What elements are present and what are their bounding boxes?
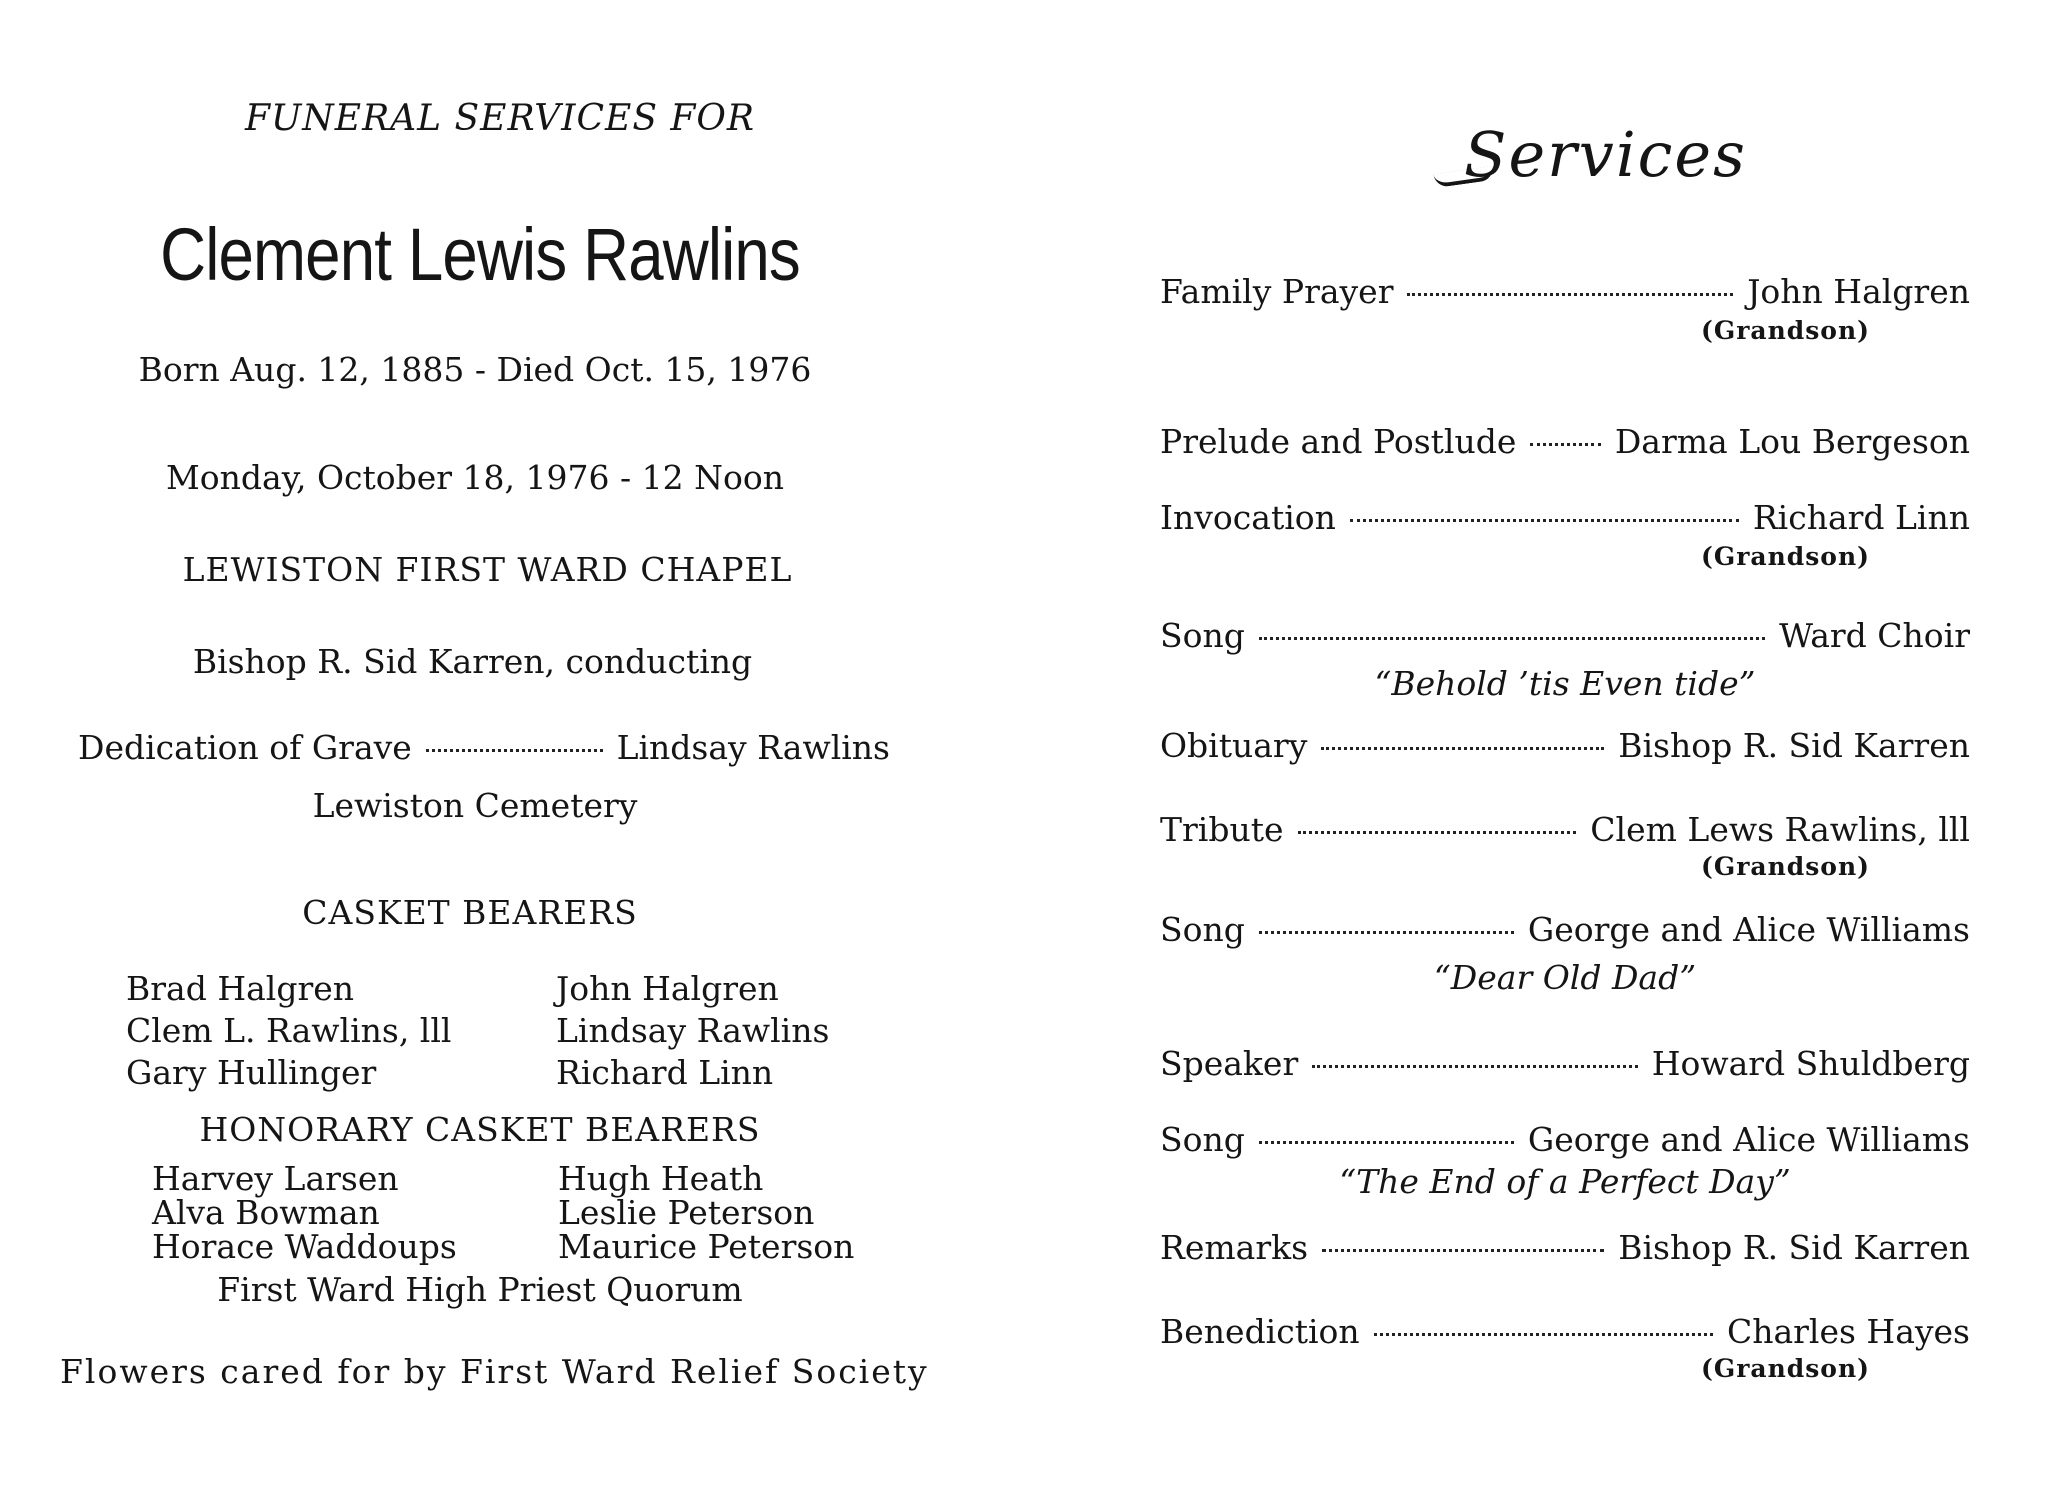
honorary-bearer-name: Hugh Heath [558, 1159, 764, 1198]
service-label: Family Prayer [1160, 272, 1394, 311]
bearer-name: John Halgren [556, 969, 779, 1008]
dot-leader [1259, 931, 1514, 934]
dedication-label: Dedication of Grave [78, 728, 412, 767]
service-item-song-1 [1160, 616, 1970, 655]
relation-note: (Grandson) [1701, 852, 1870, 881]
service-label: Obituary [1160, 726, 1308, 765]
service-time: Monday, October 18, 1976 - 12 Noon [166, 458, 784, 497]
dedication-row [78, 728, 890, 767]
service-person: Bishop R. Sid Karren [1618, 726, 1970, 765]
service-person: George and Alice Williams [1527, 910, 1970, 949]
dot-leader [1530, 443, 1600, 446]
honorary-bearers-col2 [558, 1159, 855, 1266]
location: LEWISTON FIRST WARD CHAPEL [182, 550, 793, 589]
dot-leader [1321, 747, 1604, 750]
casket-bearers-col1 [126, 968, 451, 1094]
service-person: Bishop R. Sid Karren [1618, 1228, 1970, 1267]
service-person: John Halgren [1747, 272, 1970, 311]
dot-leader [1298, 831, 1577, 834]
service-item-family-prayer [1160, 272, 1970, 311]
deceased-name: Clement Lewis Rawlins [160, 213, 800, 296]
service-person: Charles Hayes [1726, 1312, 1970, 1351]
casket-bearers-col2 [556, 968, 829, 1094]
service-label: Speaker [1160, 1044, 1299, 1083]
heading: FUNERAL SERVICES FOR [244, 98, 756, 139]
flowers-note: Flowers cared for by First Ward Relief Society [60, 1352, 929, 1391]
left-page [0, 0, 1000, 1509]
service-person: Howard Shuldberg [1651, 1044, 1970, 1083]
service-label: Song [1160, 910, 1245, 949]
bearer-name: Lindsay Rawlins [556, 1011, 830, 1050]
bearer-name: Richard Linn [556, 1053, 774, 1092]
service-item-song-2 [1160, 910, 1970, 949]
dot-leader [1259, 637, 1765, 640]
quorum: First Ward High Priest Quorum [217, 1270, 743, 1309]
song-title: “The End of a Perfect Day” [1339, 1162, 1791, 1201]
honorary-bearer-name: Maurice Peterson [558, 1227, 855, 1266]
dot-leader [426, 749, 603, 752]
service-label: Song [1160, 616, 1245, 655]
dot-leader [1322, 1249, 1604, 1252]
service-person: Richard Linn [1752, 498, 1970, 537]
honorary-bearer-name: Horace Waddoups [152, 1227, 457, 1266]
service-person: Ward Choir [1779, 616, 1970, 655]
service-label: Prelude and Postlude [1160, 422, 1517, 461]
service-item-prelude [1160, 422, 1970, 461]
dot-leader [1407, 293, 1733, 296]
song-title: “Dear Old Dad” [1433, 958, 1697, 997]
service-item-speaker [1160, 1044, 1970, 1083]
conducting: Bishop R. Sid Karren, conducting [192, 642, 753, 681]
casket-bearers-title: CASKET BEARERS [302, 893, 638, 932]
service-person: Clem Lews Rawlins, lll [1590, 810, 1970, 849]
service-label: Invocation [1160, 498, 1336, 537]
service-label: Benediction [1160, 1312, 1360, 1351]
honorary-bearer-name: Leslie Peterson [558, 1193, 815, 1232]
services-title: Services [1464, 118, 1747, 191]
service-label: Tribute [1160, 810, 1284, 849]
service-person: Darma Lou Bergeson [1614, 422, 1970, 461]
dot-leader [1374, 1333, 1713, 1336]
life-dates: Born Aug. 12, 1885 - Died Oct. 15, 1976 [138, 350, 812, 389]
honorary-bearer-name: Alva Bowman [152, 1193, 380, 1232]
dot-leader [1350, 519, 1739, 522]
service-item-song-3 [1160, 1120, 1970, 1159]
dedication-name: Lindsay Rawlins [616, 728, 890, 767]
song-title: “Behold ’tis Even tide” [1374, 664, 1756, 703]
dot-leader [1259, 1141, 1514, 1144]
service-item-invocation [1160, 498, 1970, 537]
relation-note: (Grandson) [1701, 1354, 1870, 1383]
right-page [1100, 0, 2000, 1509]
cemetery: Lewiston Cemetery [312, 786, 638, 825]
service-item-remarks [1160, 1228, 1970, 1267]
bearer-name: Gary Hullinger [126, 1053, 377, 1092]
service-item-tribute [1160, 810, 1970, 849]
relation-note: (Grandson) [1701, 316, 1870, 345]
service-item-obituary [1160, 726, 1970, 765]
service-label: Remarks [1160, 1228, 1309, 1267]
service-item-benediction [1160, 1312, 1970, 1351]
service-person: George and Alice Williams [1527, 1120, 1970, 1159]
honorary-bearers-col1 [152, 1159, 457, 1266]
dot-leader [1312, 1065, 1637, 1068]
honorary-bearer-name: Harvey Larsen [152, 1159, 399, 1198]
service-label: Song [1160, 1120, 1245, 1159]
bearer-name: Clem L. Rawlins, lll [126, 1011, 452, 1050]
relation-note: (Grandson) [1701, 542, 1870, 571]
honorary-bearers-title: HONORARY CASKET BEARERS [199, 1110, 761, 1149]
bearer-name: Brad Halgren [126, 969, 355, 1008]
